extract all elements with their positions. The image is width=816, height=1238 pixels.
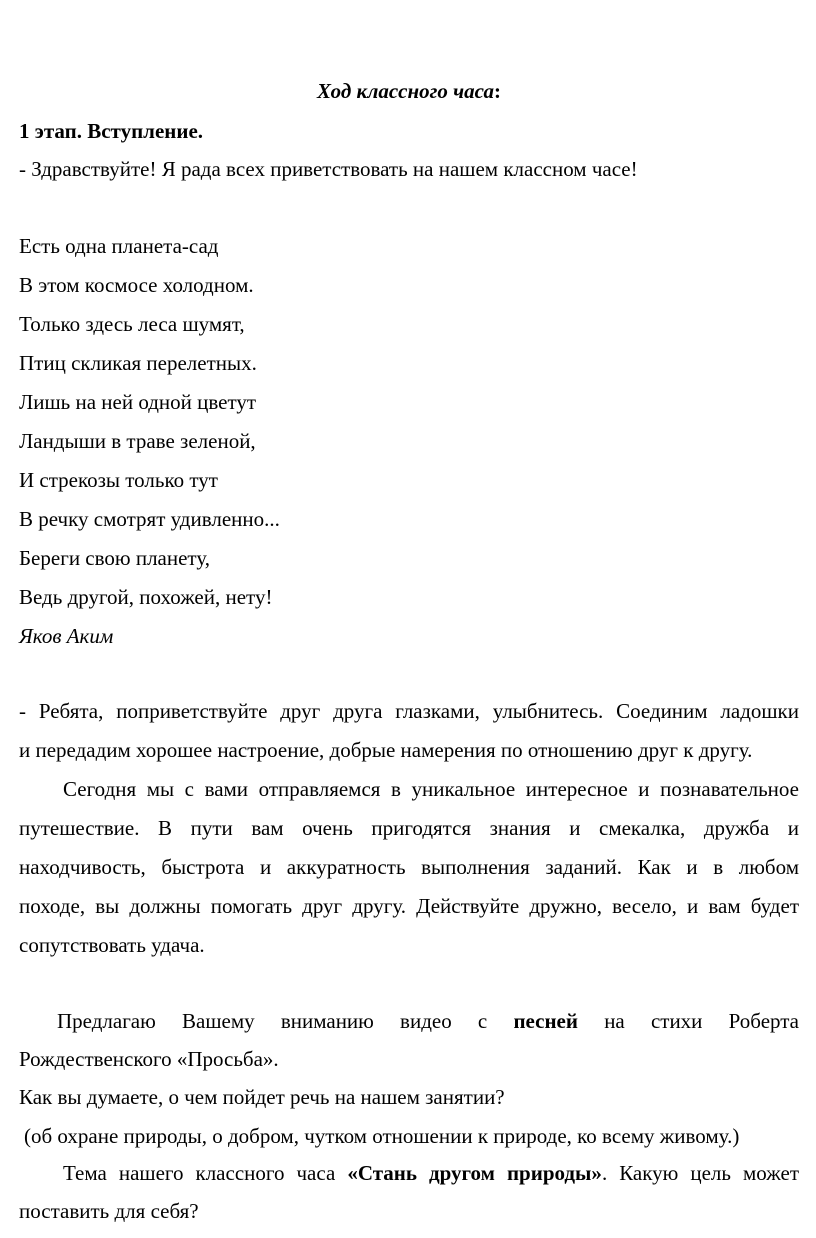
poem-line-4: Птиц скликая перелетных.	[19, 351, 257, 375]
poem-line-1: Есть одна планета-сад	[19, 234, 219, 258]
topic-line2: поставить для себя?	[19, 1199, 199, 1223]
heading-title: Ход классного часа	[317, 79, 494, 103]
stage-title: 1 этап. Вступление.	[19, 119, 204, 143]
poem-line-6: Ландыши в траве зеленой,	[19, 429, 256, 453]
para1-line2: и передадим хорошее настроение, добрые намерения по отношению друг к другу.	[19, 738, 753, 762]
poem-line-2: В этом космосе холодном.	[19, 273, 254, 297]
para1-line1: - Ребята, поприветствуйте друг друга глазками, улыбнитесь. Соединим ладошки	[19, 699, 799, 723]
topic-before: Тема нашего классного часа	[63, 1161, 336, 1185]
para2-line4: походе, вы должны помогать друг другу. Действуйте дружно, весело, и вам будет	[19, 894, 799, 918]
para3-line2: Рождественского «Просьба».	[19, 1047, 279, 1071]
para2-line5: сопутствовать удача.	[19, 933, 205, 957]
poem-line-7: И стрекозы только тут	[19, 468, 218, 492]
greeting-line: - Здравствуйте! Я рада всех приветствовать на нашем классном часе!	[19, 157, 638, 181]
para3-line1-before: Предлагаю Вашему вниманию видео с	[57, 1009, 488, 1033]
topic-line1	[63, 1160, 799, 1186]
poem-line-3: Только здесь леса шумят,	[19, 312, 245, 336]
topic-after: . Какую цель может	[601, 1161, 800, 1185]
poem-line-8: В речку смотрят удивленно...	[19, 507, 280, 531]
topic-title: «Стань другом природы»	[347, 1161, 602, 1185]
poem-line-5: Лишь на ней одной цветут	[19, 390, 257, 414]
para2-line3: находчивость, быстрота и аккуратность выполнения заданий. Как и в любом	[19, 855, 799, 879]
para3-line1-after: на стихи Роберта	[604, 1009, 799, 1033]
poem-line-9: Береги свою планету,	[19, 546, 210, 570]
page-heading	[19, 78, 799, 104]
para2-line2: путешествие. В пути вам очень пригодятся знания и смекалка, дружба и	[19, 816, 799, 840]
heading-colon: :	[493, 79, 501, 103]
para3-song-word: песней	[513, 1009, 578, 1033]
poem-author: Яков Аким	[19, 624, 114, 648]
para2-line1: Сегодня мы с вами отправляемся в уникальное интересное и познавательное	[63, 777, 799, 801]
poem-line-10: Ведь другой, похожей, нету!	[19, 585, 273, 609]
question-line: Как вы думаете, о чем пойдет речь на нашем занятии?	[19, 1085, 505, 1109]
answer-line: (об охране природы, о добром, чутком отношении к природе, ко всему живому.)	[24, 1124, 740, 1148]
para3-line1	[57, 1008, 799, 1034]
